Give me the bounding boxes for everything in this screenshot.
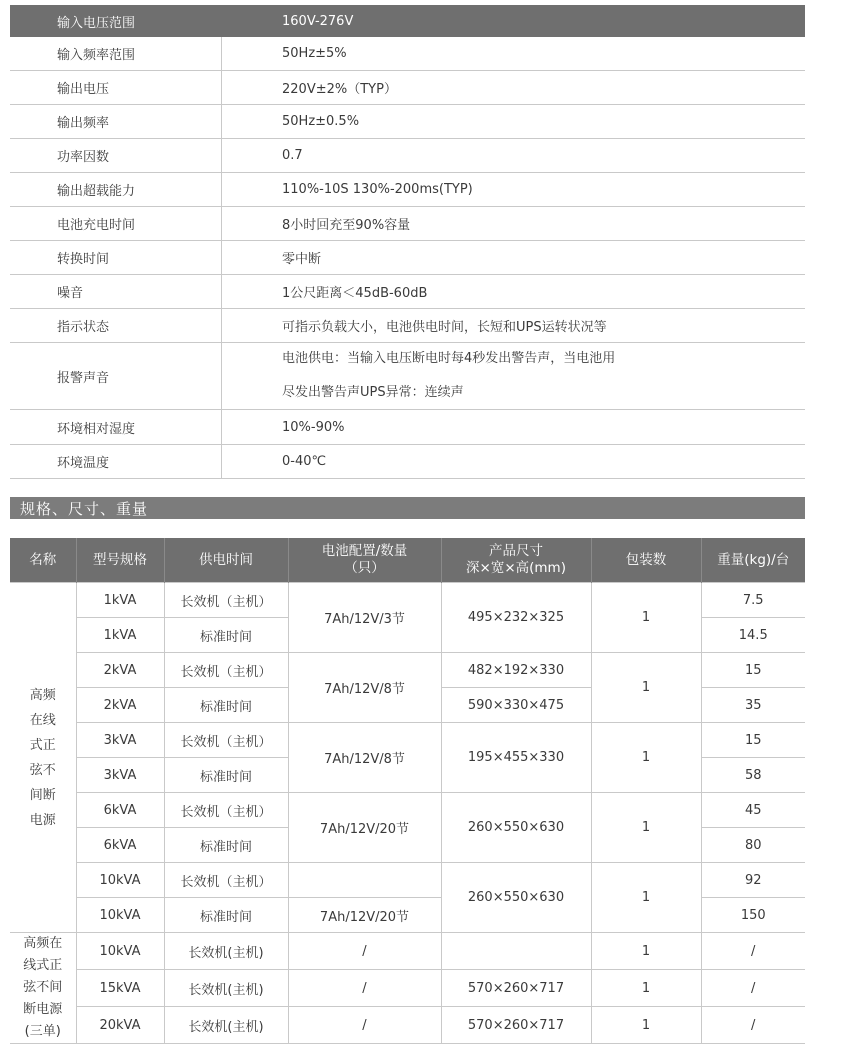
weight-cell: 45 [701, 793, 805, 828]
table-header-row [10, 538, 805, 583]
table-row [10, 793, 805, 828]
header-size-line1: 产品尺寸 [489, 543, 543, 559]
battery-cell [288, 863, 441, 898]
spec-label: 输出超载能力 [57, 184, 136, 199]
supply-cell: 长效机（主机） [164, 863, 288, 898]
spec-label: 环境相对湿度 [57, 421, 136, 437]
group-name-cell [10, 583, 76, 933]
battery-cell: 7Ah/12V/20节 [288, 793, 441, 863]
header-battery [288, 538, 441, 583]
weight-cell: 92 [701, 863, 805, 898]
battery-cell: / [288, 970, 441, 1007]
spec-label: 输入频率范围 [57, 48, 136, 63]
table-row [10, 970, 805, 1007]
package-cell: 1 [591, 863, 701, 933]
weight-cell: 14.5 [701, 618, 805, 653]
supply-cell: 长效机（主机） [164, 793, 288, 828]
size-cell: 195×455×330 [441, 723, 591, 793]
package-cell: 1 [591, 1007, 701, 1044]
weight-cell: / [701, 970, 805, 1007]
spec-value: 0-40℃ [282, 454, 327, 469]
package-cell: 1 [591, 583, 701, 653]
battery-cell: 7Ah/12V/20节 [288, 898, 441, 933]
header-package: 包装数 [591, 538, 701, 583]
model-table [10, 538, 805, 1044]
spec-label: 功率因数 [57, 150, 110, 165]
spec-row [10, 275, 805, 309]
spec-label: 转换时间 [57, 252, 110, 267]
battery-cell: 7Ah/12V/8节 [288, 723, 441, 793]
spec-label: 噪音 [57, 286, 84, 301]
spec-table [10, 5, 805, 479]
model-cell: 6kVA [76, 793, 164, 828]
model-cell: 10kVA [76, 898, 164, 933]
table-row [10, 723, 805, 758]
spec-value: 0.7 [282, 148, 303, 163]
supply-cell: 标准时间 [164, 618, 288, 653]
package-cell: 1 [591, 970, 701, 1007]
supply-cell: 长效机(主机) [164, 933, 288, 970]
spec-value: 50Hz±0.5% [282, 114, 360, 129]
spec-row [10, 5, 805, 37]
header-battery-line2: （只） [344, 560, 385, 576]
spec-row [10, 410, 805, 445]
package-cell: 1 [591, 793, 701, 863]
header-battery-line1: 电池配置/数量 [321, 543, 408, 559]
model-cell: 20kVA [76, 1007, 164, 1044]
size-cell: 482×192×330 [441, 653, 591, 688]
spec-value: 8小时回充至90%容量 [282, 218, 411, 233]
model-cell: 2kVA [76, 653, 164, 688]
supply-cell: 标准时间 [164, 898, 288, 933]
model-cell: 1kVA [76, 583, 164, 618]
supply-cell: 长效机（主机） [164, 583, 288, 618]
spec-label: 环境温度 [57, 456, 110, 471]
spec-label: 指示状态 [57, 320, 110, 335]
spec-value-line: 尽发出警告声UPS异常：连续声 [282, 385, 464, 400]
package-cell: 1 [591, 653, 701, 723]
battery-cell: / [288, 933, 441, 970]
package-cell: 1 [591, 723, 701, 793]
size-cell: 260×550×630 [441, 863, 591, 933]
model-cell: 3kVA [76, 723, 164, 758]
spec-value: 10%-90% [282, 419, 345, 435]
weight-cell: 35 [701, 688, 805, 723]
spec-row [10, 207, 805, 241]
spec-value-line: 电池供电：当输入电压断电时每4秒发出警告声，当电池用 [282, 351, 616, 366]
model-cell: 10kVA [76, 863, 164, 898]
spec-row [10, 343, 805, 410]
spec-row [10, 37, 805, 71]
spec-row [10, 241, 805, 275]
spec-row [10, 173, 805, 207]
model-cell: 3kVA [76, 758, 164, 793]
header-name: 名称 [10, 538, 76, 583]
weight-cell: / [701, 933, 805, 970]
supply-cell: 长效机(主机) [164, 970, 288, 1007]
spec-row [10, 139, 805, 173]
table-row [10, 1007, 805, 1044]
section-title: 规格、尺寸、重量 [10, 497, 805, 519]
size-cell: 570×260×717 [441, 1007, 591, 1044]
size-cell: 495×232×325 [441, 583, 591, 653]
spec-value: 1公尺距离＜45dB-60dB [282, 286, 428, 301]
group-name-cell [10, 933, 76, 1044]
header-size [441, 538, 591, 583]
spec-label: 输出频率 [57, 116, 110, 131]
spec-row [10, 105, 805, 139]
weight-cell: 80 [701, 828, 805, 863]
header-weight: 重量(kg)/台 [701, 538, 805, 583]
spec-row [10, 71, 805, 105]
size-cell: 570×260×717 [441, 970, 591, 1007]
spec-value: 160V-276V [282, 13, 354, 29]
supply-cell: 长效机（主机） [164, 653, 288, 688]
battery-cell: 7Ah/12V/8节 [288, 653, 441, 723]
spec-value: 零中断 [282, 252, 322, 267]
spec-value: 可指示负载大小，电池供电时间，长短和UPS运转状况等 [282, 320, 607, 335]
table-row [10, 583, 805, 618]
supply-cell: 长效机(主机) [164, 1007, 288, 1044]
table-row [10, 933, 805, 970]
header-model: 型号规格 [76, 538, 164, 583]
header-size-line2: 深×宽×高(mm) [466, 560, 566, 576]
table-row [10, 863, 805, 898]
header-supply-time: 供电时间 [164, 538, 288, 583]
spec-label: 输出电压 [57, 82, 110, 97]
group-name: 高频 在线 式正 弦不 间断 电源 [29, 687, 56, 828]
spec-row [10, 445, 805, 479]
supply-cell: 标准时间 [164, 688, 288, 723]
model-cell: 15kVA [76, 970, 164, 1007]
weight-cell: 150 [701, 898, 805, 933]
model-cell: 1kVA [76, 618, 164, 653]
spec-row [10, 309, 805, 343]
supply-cell: 标准时间 [164, 758, 288, 793]
size-cell: 260×550×630 [441, 793, 591, 863]
spec-label: 电池充电时间 [57, 218, 136, 233]
size-cell: 590×330×475 [441, 688, 591, 723]
battery-cell: 7Ah/12V/3节 [288, 583, 441, 653]
table-row [10, 653, 805, 688]
battery-cell: / [288, 1007, 441, 1044]
weight-cell: / [701, 1007, 805, 1044]
package-cell: 1 [591, 933, 701, 970]
spec-label: 报警声音 [57, 370, 110, 386]
size-cell [441, 933, 591, 970]
spec-label: 输入电压范围 [57, 15, 136, 31]
spec-value [282, 343, 615, 409]
spec-value: 50Hz±5% [282, 46, 347, 61]
weight-cell: 15 [701, 653, 805, 688]
spec-value: 220V±2%（TYP） [282, 82, 397, 97]
spec-value: 110%-10S 130%-200ms(TYP) [282, 182, 473, 197]
weight-cell: 58 [701, 758, 805, 793]
model-cell: 6kVA [76, 828, 164, 863]
supply-cell: 标准时间 [164, 828, 288, 863]
model-cell: 2kVA [76, 688, 164, 723]
weight-cell: 7.5 [701, 583, 805, 618]
weight-cell: 15 [701, 723, 805, 758]
supply-cell: 长效机（主机） [164, 723, 288, 758]
model-cell: 10kVA [76, 933, 164, 970]
group-name: 高频在 线式正 弦不间 断电源 (三单) [23, 936, 63, 1039]
